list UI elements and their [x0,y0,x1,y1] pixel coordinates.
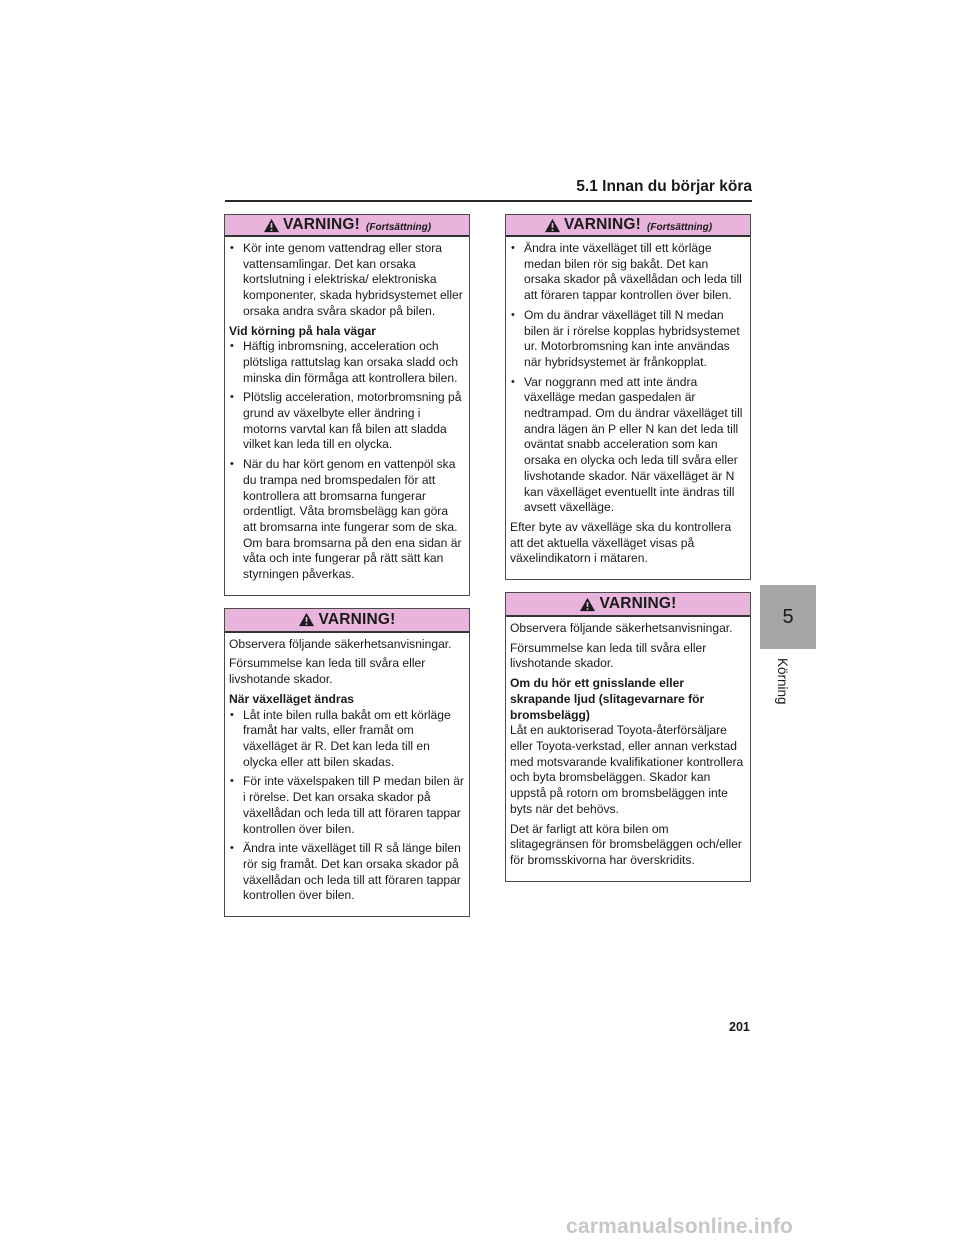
warning-header [225,215,469,237]
chapter-tab: 5 [760,585,816,649]
paragraph: Det är farligt att köra bilen om slitagegränsen för bromsbeläggen och/eller för bromsskivorna har överskridits. [510,821,742,867]
continued-label: (Fortsättning) [366,221,432,233]
warning-box-continued [505,214,751,580]
warning-header [225,609,469,633]
warning-triangle-icon [544,218,561,233]
bullet-item: • Låt inte bilen rulla bakåt om ett körläge framåt har valts, eller framåt om växelläget är R. Det kan leda till en olycka eller att bilen skadas. [229,708,464,771]
bullet-item: • Ändra inte växelläget till R så länge bilen rör sig framåt. Det kan orsaka skador på växellådan och leda till att föraren tappar kontrollen över bilen. [229,841,464,904]
after-text: Efter byte av växelläge ska du kontrollera att det aktuella växelläget visas på växelindikatorn i mätaren. [510,519,732,566]
left-column [224,214,470,929]
bullet-item: • För inte växelspaken till P medan bilen är i rörelse. Det kan orsaka skador på växellådan och leda till att föraren tappar kontrollen över bilen. [229,774,464,837]
bullet-list [510,241,745,516]
warning-body [506,237,750,579]
warning-title: VARNING! [318,610,396,628]
consequence-text: Försummelse kan leda till svåra eller livshotande skador. [510,640,707,671]
warning-body [225,237,469,595]
warning-title: VARNING! [282,216,361,233]
warning-triangle-icon [298,612,315,627]
intro-text: Observera följande säkerhetsanvisningar. [510,621,733,636]
bullet-item: • Ändra inte växelläget till ett körläge medan bilen rör sig bakåt. Det kan orsaka skador på växellådan och leda till att föraren tappar kontrollen över bilen. [510,241,745,304]
bullet-item: • Var noggrann med att inte ändra växelläge medan gaspedalen är nedtrampad. Om du ändrar växelläget till andra lägen än P eller N kan det leda till oväntat snabb acceleration som kan orsaka en olycka och leda till svåra eller livshotande skador. När växelläget är N kan växelläget eventuellt inte ändras till avsett växelläge. [510,375,745,516]
subheading: När växelläget ändras [229,691,355,706]
warning-box-continued [224,214,470,596]
bullet-list [229,339,464,583]
paragraph: Låt en auktoriserad Toyota-återförsäljare eller Toyota-verkstad, eller annan verkstad med motsvarande kvalifikationer kontrollera och byta bromsbeläggen. Skador kan uppstå på rotorn om bromsbeläggen inte byts när det behövs. [510,723,744,816]
bullet-list [229,241,464,320]
consequence-text: Försummelse kan leda till svåra eller livshotande skador. [229,656,426,687]
warning-header [506,215,750,237]
warning-body [225,633,469,916]
bullet-item: • Häftig inbromsning, acceleration och plötsliga rattutslag kan orsaka sladd och minska din förmåga att kontrollera bilen. [229,339,464,386]
subheading: Vid körning på hala vägar [229,323,376,338]
warning-box [505,592,751,882]
section-title: 5.1 Innan du börjar köra [576,178,752,195]
intro-text: Observera följande säkerhetsanvisningar. [229,636,452,651]
bullet-item: • Om du ändrar växelläget till N medan bilen är i rörelse kopplas hybridsystemet ur. Motorbromsning kan inte användas när hybridsystemet är frånkopplat. [510,308,745,371]
page-number: 201 [729,1020,750,1034]
bullet-item: • Kör inte genom vattendrag eller stora vattensamlingar. Det kan orsaka kortslutning i elektriska/ elektroniska komponenter, skada hybridsystemet eller orsaka andra svåra skador på bilen. [229,241,464,320]
warning-body [506,617,750,881]
subheading: Om du hör ett gnisslande eller skrapande ljud (slitagevarnare för bromsbelägg) [510,676,705,722]
continued-label: (Fortsättning) [647,221,713,233]
warning-box [224,608,470,917]
header-divider [225,200,752,202]
warning-triangle-icon [263,218,280,233]
bullet-item: • När du har kört genom en vattenpöl ska du trampa ned bromspedalen för att kontrollera att bromsarna fungerar ordentligt. Våta bromsbelägg kan göra att bromsarna inte fungerar som de ska. Om bara bromsarna på den ena sidan är våta och inte fungerar på rätt sätt kan styrningen påverkas. [229,457,464,583]
chapter-name: Körning [775,658,790,705]
bullet-list [229,708,464,904]
bullet-item: • Plötslig acceleration, motorbromsning på grund av växelbyte eller ändring i motorns varvtal kan få bilen att sladda vilket kan leda till en olycka. [229,390,464,453]
warning-triangle-icon [579,597,596,612]
watermark: carmanualsonline.info [566,1215,794,1238]
warning-title: VARNING! [599,595,677,613]
right-column [505,214,751,894]
warning-header [506,593,750,617]
warning-title: VARNING! [563,216,642,233]
